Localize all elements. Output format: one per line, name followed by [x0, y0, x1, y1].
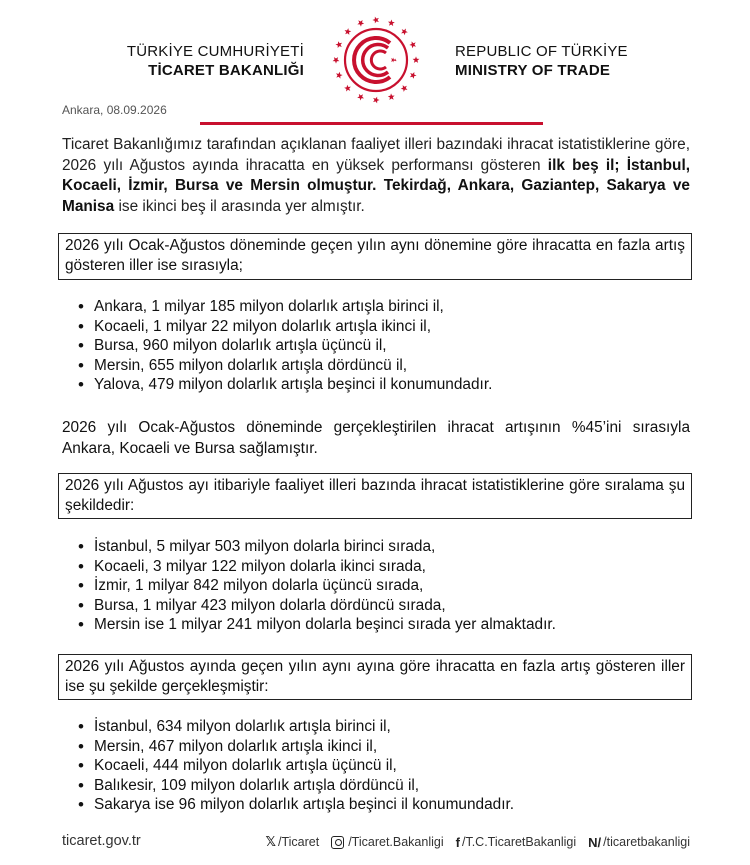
x-logo-icon: 𝕏: [265, 834, 276, 849]
emblem-star: [345, 28, 352, 35]
list-item: • Mersin, 467 milyon dolarlık artışla ikinci il,: [78, 737, 514, 757]
list-item: • Kocaeli, 1 milyar 22 milyon dolarlık artışla ikinci il,: [78, 317, 492, 337]
section1-heading-box: [58, 233, 692, 280]
intro-text-2: ise ikinci beş il arasında yer almıştır.: [114, 197, 365, 215]
x-handle: /Ticaret: [277, 835, 320, 849]
emblem-star: [335, 41, 342, 48]
emblem-star: [401, 29, 408, 36]
header-right-line1: REPUBLIC OF TÜRKİYE: [455, 43, 628, 60]
list-item: • Bursa, 960 milyon dolarlık artışla üçüncü il,: [78, 336, 492, 356]
section1-list: [78, 297, 492, 395]
middle-paragraph: 2026 yılı Ocak-Ağustos döneminde gerçekleştirilen ihracat artışının %45’ini sırasıyla Ankara, Kocaeli ve Bursa sağlamıştır.: [62, 419, 690, 457]
emblem-star: [357, 20, 364, 27]
list-item: • İstanbul, 634 milyon dolarlık artışla birinci il,: [78, 717, 514, 737]
facebook-link[interactable]: [456, 835, 577, 850]
list-item: • Mersin, 655 milyon dolarlık artışla dördüncü il,: [78, 356, 492, 376]
section3-heading-box: [58, 654, 692, 700]
social-links: [266, 834, 691, 850]
section3-list: [78, 717, 514, 815]
facebook-handle: /T.C.TicaretBakanligi: [461, 835, 577, 849]
facebook-logo-icon: f: [455, 834, 460, 850]
emblem-star: [388, 93, 395, 100]
list-item: • Balıkesir, 109 milyon dolarlık artışla dördüncü il,: [78, 776, 514, 796]
list-item: • Kocaeli, 3 milyar 122 milyon dolarla ikinci sırada,: [78, 557, 556, 577]
list-item: • Mersin ise 1 milyar 241 milyon dolarla beşinci sırada yer almaktadır.: [78, 615, 556, 635]
nsosyal-handle: /ticaretbakanligi: [603, 835, 690, 849]
ministry-emblem-icon: [332, 10, 420, 110]
footer: [0, 828, 750, 858]
section3-heading: 2026 yılı Ağustos ayında geçen yılın aynı ayına göre ihracatta en fazla artış gösteren iller ise şu şekilde gerçekleşmiştir:: [65, 658, 685, 695]
section2-heading: 2026 yılı Ağustos ayı itibariyle faaliyet illeri bazında ihracat istatistiklerine göre sıralama şu şekildedir:: [65, 477, 685, 514]
emblem-star: [373, 97, 380, 104]
section2-heading-box: [58, 473, 692, 519]
press-release-date: Ankara, 08.09.2026: [62, 103, 167, 117]
emblem-star: [372, 17, 379, 24]
red-divider: [200, 122, 543, 125]
intro-bold-text: ilk beş il; İstanbul, Kocaeli, İzmir, Bursa ve Mersin olmuştur. Tekirdağ, Ankara, Gaziantep, Sakarya ve Manisa: [62, 156, 690, 215]
list-item: • Bursa, 1 milyar 423 milyon dolarla dördüncü sırada,: [78, 596, 556, 616]
list-item: • Ankara, 1 milyar 185 milyon dolarlık artışla birinci il,: [78, 297, 492, 317]
emblem-star: [336, 72, 343, 79]
header-left-line2: TİCARET BAKANLIĞI: [148, 62, 304, 79]
instagram-logo-icon: [331, 836, 344, 849]
header-left-title: [127, 42, 304, 80]
nsosyal-logo-icon: N/: [588, 834, 602, 850]
list-item: • Kocaeli, 444 milyon dolarlık artışla üçüncü il,: [78, 756, 514, 776]
header-left-line1: TÜRKİYE CUMHURİYETİ: [126, 43, 304, 60]
header-right-title: [455, 42, 628, 80]
emblem-star: [409, 41, 416, 48]
list-item: • Sakarya ise 96 milyon dolarlık artışla beşinci il konumundadır.: [78, 795, 514, 815]
nsosyal-link[interactable]: [588, 835, 690, 850]
header-right-line2: MINISTRY OF TRADE: [455, 62, 611, 79]
website-link[interactable]: ticaret.gov.tr: [62, 833, 141, 849]
list-item: • İzmir, 1 milyar 842 milyon dolarla üçüncü sırada,: [78, 576, 556, 596]
emblem-star: [344, 85, 351, 92]
x-link[interactable]: [266, 834, 320, 850]
emblem-star: [401, 85, 408, 92]
emblem-star: [333, 57, 340, 64]
intro-text-1: Ticaret Bakanlığımız tarafından açıklanan faaliyet illeri bazındaki ihracat istatistiklerine göre, 2026 yılı Ağustos ayında ihracatta en yüksek performansı gösteren: [62, 136, 690, 174]
emblem-star: [413, 56, 420, 63]
instagram-handle: /Ticaret.Bakanligi: [348, 835, 444, 849]
list-item: • Yalova, 479 milyon dolarlık artışla beşinci il konumundadır.: [78, 375, 492, 395]
emblem-star: [388, 19, 395, 26]
section1-heading: 2026 yılı Ocak-Ağustos döneminde geçen yılın aynı dönemine göre ihracatta en fazla artış gösteren iller ise sırasıyla;: [65, 237, 685, 274]
emblem-star: [410, 72, 417, 79]
instagram-link[interactable]: [331, 835, 443, 849]
section2-list: [78, 537, 556, 635]
list-item: • İstanbul, 5 milyar 503 milyon dolarla birinci sırada,: [78, 537, 556, 557]
emblem-star: [357, 94, 364, 101]
intro-paragraph: [62, 135, 690, 217]
